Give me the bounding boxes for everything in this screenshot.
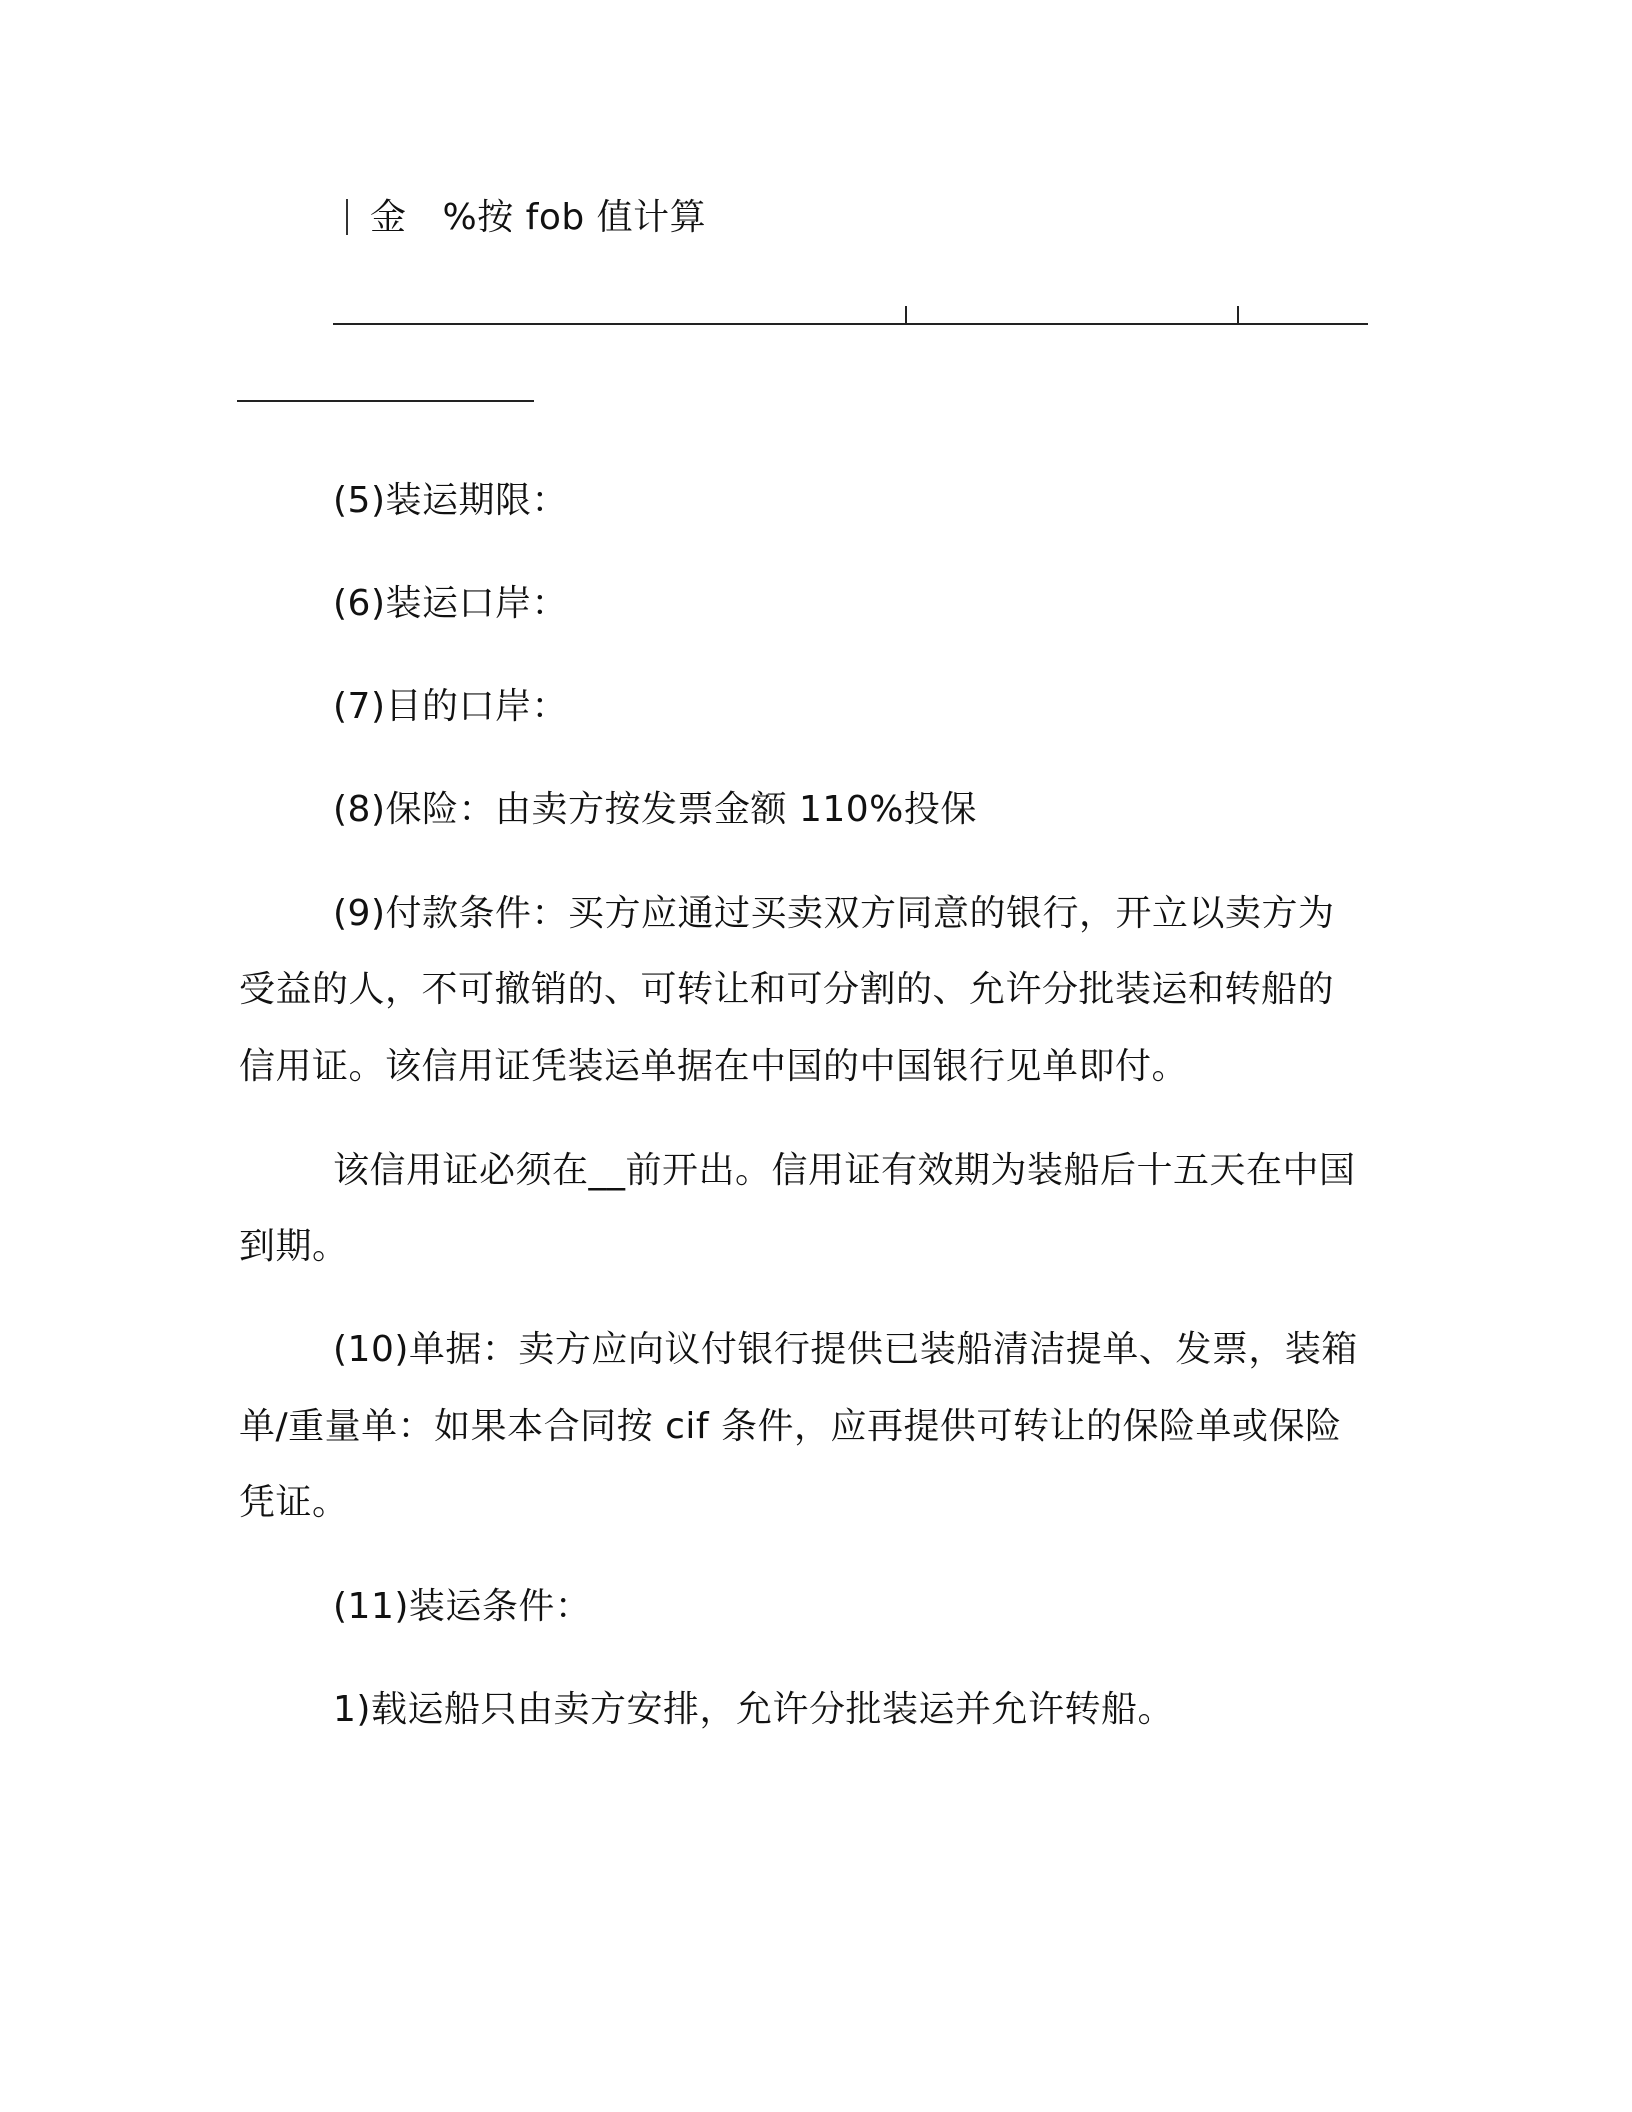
item-10-documents-line-1: (10)单据：卖方应向议付银行提供已装船清洁提单、发票，装箱 xyxy=(333,1329,1358,1370)
item-10-documents-line-3: 凭证。 xyxy=(239,1482,349,1523)
lc-validity-line-1: 该信用证必须在__前开出。信用证有效期为装船后十五天在中国 xyxy=(333,1150,1356,1191)
lc-validity-line-2: 到期。 xyxy=(239,1226,349,1267)
item-10-documents-line-2: 单/重量单：如果本合同按 cif 条件，应再提供可转让的保险单或保险 xyxy=(239,1406,1342,1447)
item-9-payment-line-3: 信用证。该信用证凭装运单据在中国的中国银行见单即付。 xyxy=(239,1046,1189,1087)
item-9-payment-line-1: (9)付款条件：买方应通过买卖双方同意的银行，开立以卖方为 xyxy=(333,893,1335,934)
table-divider-2 xyxy=(1237,306,1239,324)
item-11-shipment-terms: (11)装运条件： xyxy=(333,1586,592,1627)
item-5-shipment-period: (5)装运期限： xyxy=(333,480,568,521)
header-part-2: %按 fob 值计算 xyxy=(442,197,707,238)
item-8-insurance: (8)保险：由卖方按发票金额 110%投保 xyxy=(333,789,977,830)
table-rule-bottom xyxy=(237,400,534,402)
table-divider-1 xyxy=(905,306,907,324)
item-7-port-of-destination: (7)目的口岸： xyxy=(333,686,568,727)
text-cursor-bar xyxy=(346,199,348,235)
table-rule-top xyxy=(333,323,1368,325)
header-part-1: 金 xyxy=(370,197,407,238)
item-6-port-of-shipment: (6)装运口岸： xyxy=(333,583,568,624)
item-9-payment-line-2: 受益的人，不可撤销的、可转让和可分割的、允许分批装运和转船的 xyxy=(239,969,1335,1010)
item-11-subitem-1: 1)载运船只由卖方安排，允许分批装运并允许转船。 xyxy=(333,1689,1174,1730)
header-line xyxy=(346,196,706,240)
